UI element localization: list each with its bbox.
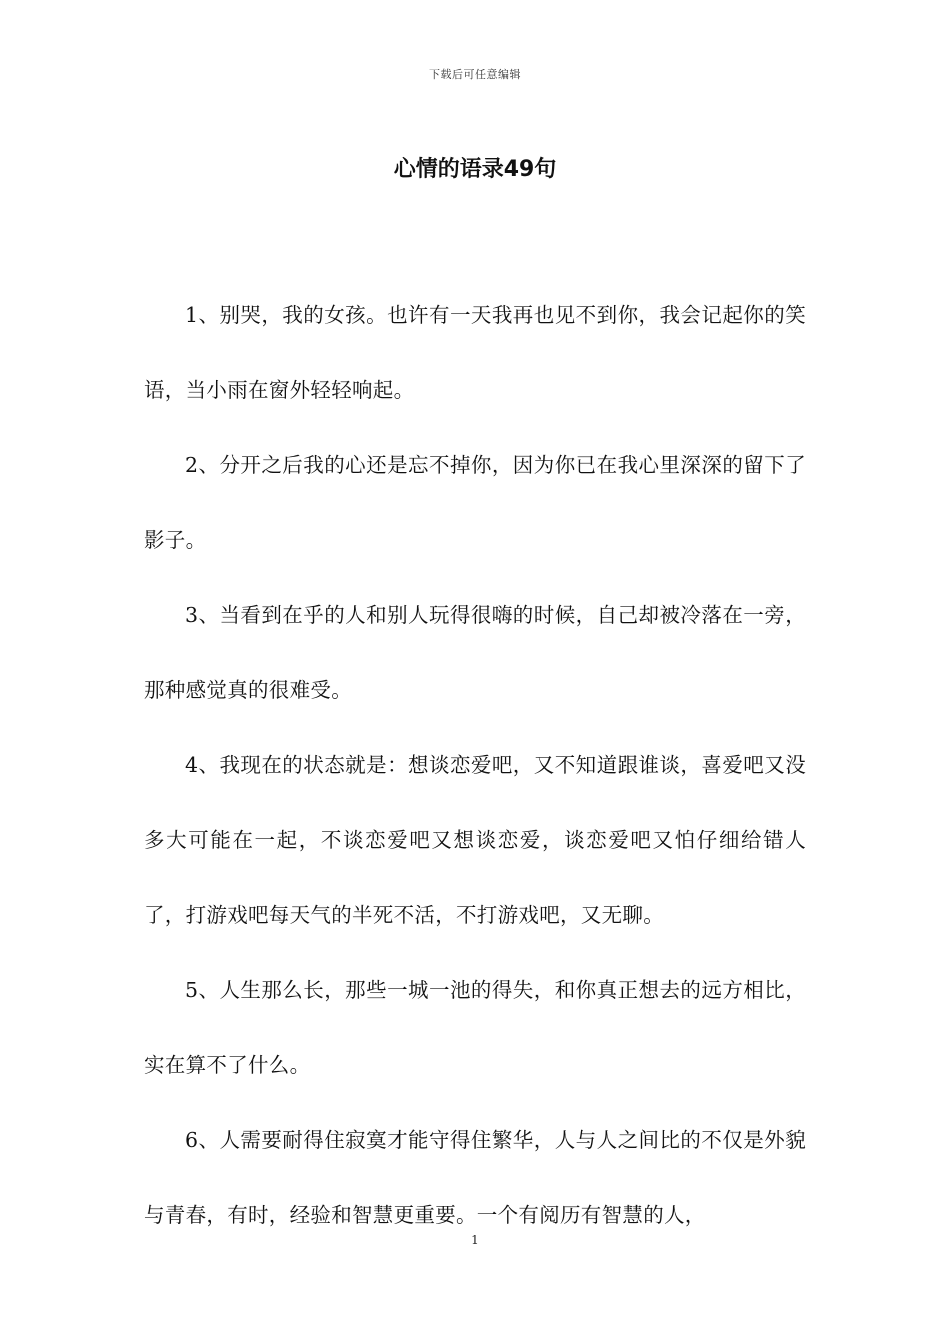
document-body bbox=[144, 278, 806, 1253]
quote-paragraph-2: 2、分开之后我的心还是忘不掉你，因为你已在我心里深深的留下了影子。 bbox=[144, 453, 806, 552]
quote-paragraph-4: 4、我现在的状态就是：想谈恋爱吧，又不知道跟谁谈，喜爱吧又没多大可能在一起，不谈恋爱吧又想谈恋爱，谈恋爱吧又怕仔细给错人了，打游戏吧每天气的半死不活，不打游戏吧，又无聊。 bbox=[144, 753, 806, 927]
quote-paragraph-1: 1、别哭，我的女孩。也许有一天我再也见不到你，我会记起你的笑语，当小雨在窗外轻轻响起。 bbox=[144, 303, 806, 402]
quote-paragraph-3: 3、当看到在乎的人和别人玩得很嗨的时候，自己却被冷落在一旁，那种感觉真的很难受。 bbox=[144, 603, 806, 702]
quote-paragraph-5: 5、人生那么长，那些一城一池的得失，和你真正想去的远方相比，实在算不了什么。 bbox=[144, 978, 806, 1077]
page-number: 1 bbox=[471, 1233, 479, 1247]
document-title: 心情的语录49句 bbox=[393, 157, 557, 182]
header-note: 下载后可任意编辑 bbox=[429, 68, 521, 81]
quote-paragraph-6: 6、人需要耐得住寂寞才能守得住繁华，人与人之间比的不仅是外貌与青春，有时，经验和智慧更重要。一个有阅历有智慧的人， bbox=[144, 1128, 806, 1227]
